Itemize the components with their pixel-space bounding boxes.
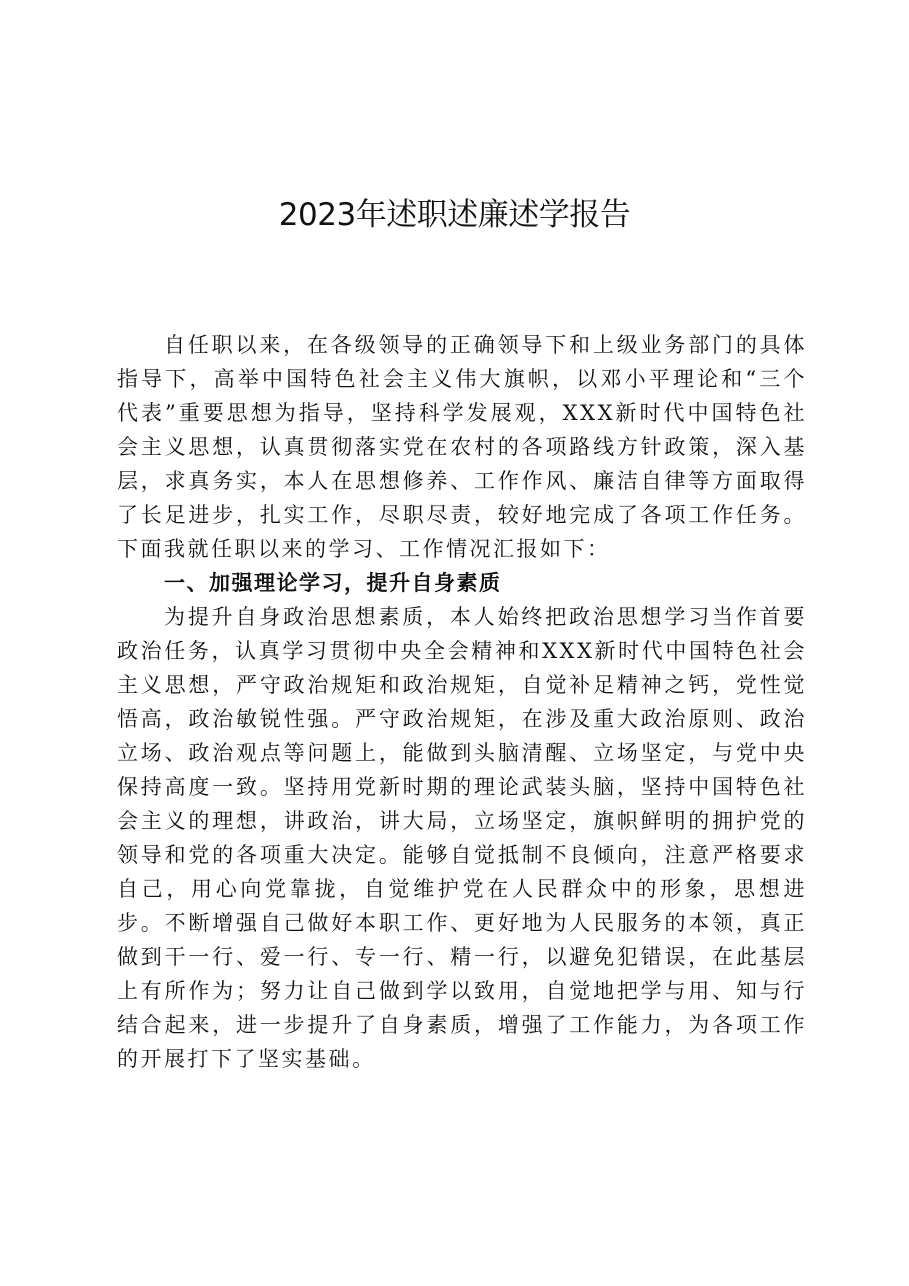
document-body bbox=[117, 328, 807, 1076]
section-heading: 一、加强理论学习，提升自身素质 bbox=[164, 571, 502, 595]
document-title: 2023年述职述廉述学报告 bbox=[278, 197, 631, 233]
section-paragraph: 为提升自身政治思想素质，本人始终把政治思想学习当作首要政治任务，认真学习贯彻中央全会精神和XXX新时代中国特色社会主义思想，严守政治规矩和政治规矩，自觉补足精神之钙，党性觉悟高，政治敏锐性强。严守政治规矩，在涉及重大政治原则、政治立场、政治观点等问题上，能做到头脑清醒、立场坚定，与党中央保持高度一致。坚持用党新时期的理论武装头脑，坚持中国特色社会主义的理想，讲政治，讲大局，立场坚定，旗帜鲜明的拥护党的领导和党的各项重大决定。能够自觉抵制不良倾向，注意严格要求自己，用心向党靠拢，自觉维护党在人民群众中的形象，思想进步。不断增强自己做好本职工作、更好地为人民服务的本领，真正做到干一行、爱一行、专一行、精一行，以避免犯错误，在此基层上有所作为；努力让自己做到学以致用，自觉地把学与用、知与行结合起来，进一步提升了自身素质，增强了工作能力，为各项工作的开展打下了坚实基础。 bbox=[117, 605, 807, 1071]
intro-paragraph: 自任职以来，在各级领导的正确领导下和上级业务部门的具体指导下，高举中国特色社会主义伟大旗帜，以邓小平理论和“三个代表”重要思想为指导，坚持科学发展观，XXX新时代中国特色社会主义思想，认真贯彻落实党在农村的各项路线方针政策，深入基层，求真务实，本人在思想修养、工作作风、廉洁自律等方面取得了长足进步，扎实工作，尽职尽责，较好地完成了各项工作任务。下面我就任职以来的学习、工作情况汇报如下： bbox=[117, 333, 807, 561]
